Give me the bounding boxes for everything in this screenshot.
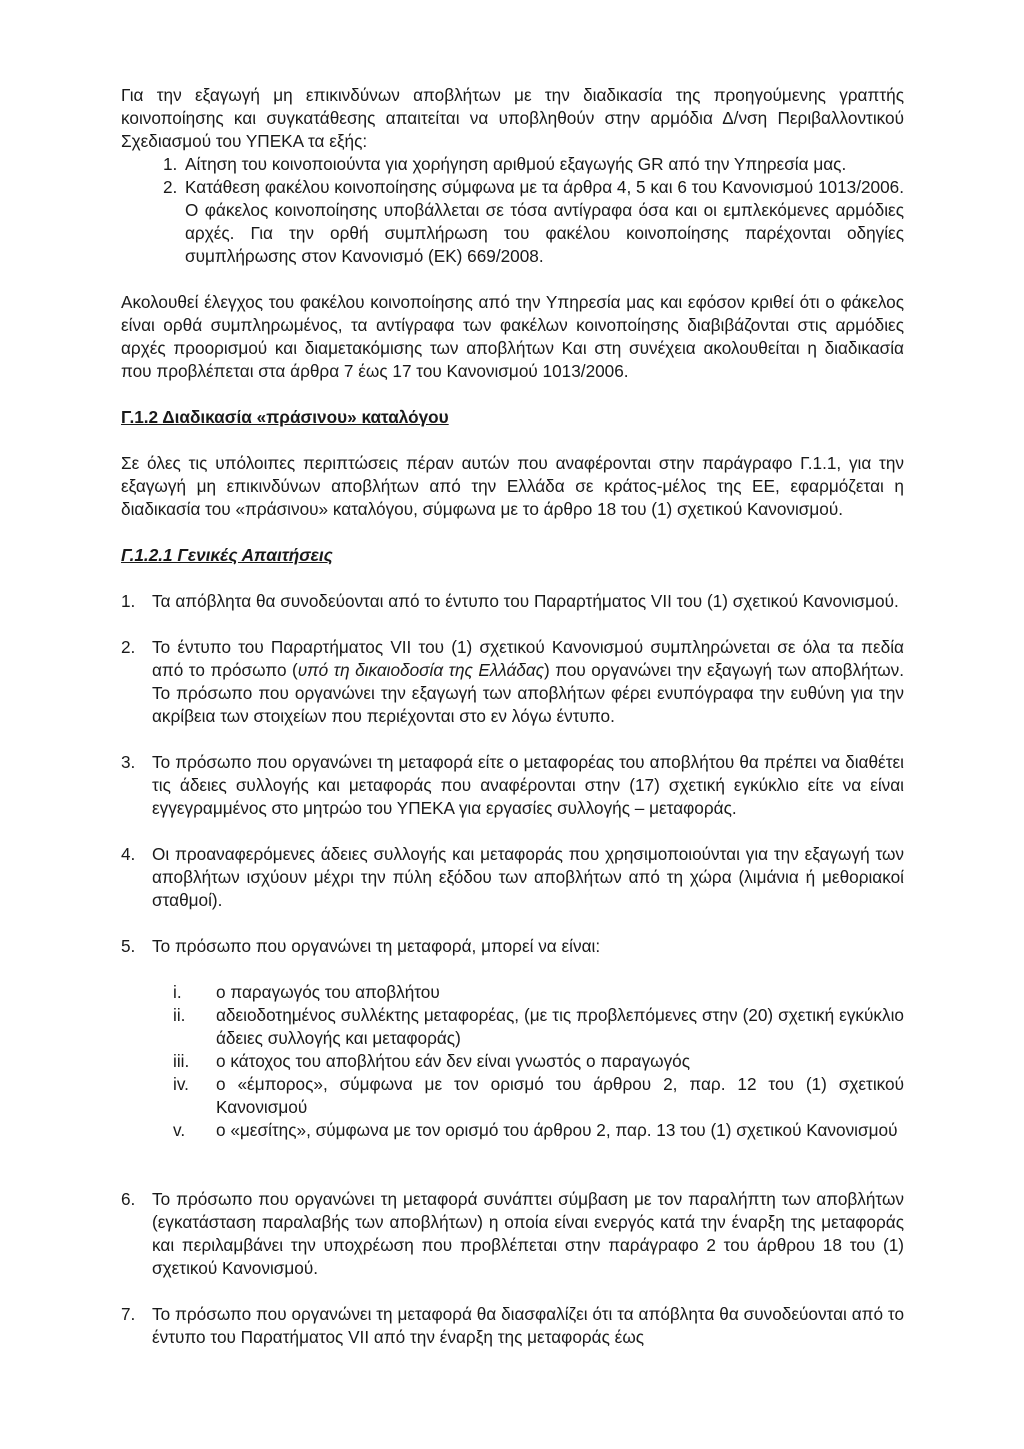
sub-list-item: v. ο «μεσίτης», σύμφωνα με τον ορισμό του άρθρου 2, παρ. 13 του (1) σχετικού Κανονισμού xyxy=(173,1120,898,1140)
requirements-list-continued xyxy=(121,1188,904,1349)
list-item: 2. Το έντυπο του Παραρτήματος VII του (1) σχετικού Κανονισμού συμπληρώνεται σε όλα τα πεδία από το πρόσωπο (υπό τη δικαιοδοσία της Ελλάδας) που οργανώνει την εξαγωγή των αποβλήτων. Το πρόσωπο που οργανώνει την εξαγωγή των αποβλήτων φέρει ενυπόγραφα την ευθύνη για την ακρίβεια των στοιχείων που περιέχονται στο εν λόγω έντυπο. xyxy=(121,637,904,726)
list-item: 5. Το πρόσωπο που οργανώνει τη μεταφορά, μπορεί να είναι: xyxy=(121,936,601,956)
list-item: 4. Οι προαναφερόμενες άδειες συλλογής και μεταφοράς που χρησιμοποιούνται για την εξαγωγή των αποβλήτων ισχύουν μέχρι την πύλη εξόδου των αποβλήτων από τη χώρα (λιμάνια ή μεθοριακοί σταθμοί). xyxy=(121,844,904,910)
section-heading-g12: Γ.1.2 Διαδικασία «πράσινου» καταλόγου xyxy=(121,407,449,427)
intro-list xyxy=(121,153,904,268)
list-item: 1. Αίτηση του κοινοποιούντα για χορήγηση αριθμού εξαγωγής GR από την Υπηρεσία μας. xyxy=(163,154,847,174)
sub-list-item: iv. ο «έμπορος», σύμφωνα με τον ορισμό του άρθρου 2, παρ. 12 του (1) σχετικού Κανονισμού xyxy=(173,1074,904,1117)
requirements-list xyxy=(121,590,904,958)
list-item: 3. Το πρόσωπο που οργανώνει τη μεταφορά είτε ο μεταφορέας του αποβλήτου θα πρέπει να διαθέτει τις άδειες συλλογής και μεταφοράς που αναφέρονται στην (17) σχετική εγκύκλιο είτε να είναι εγγεγραμμένος στο μητρώο του ΥΠΕΚΑ για εργασίες συλλογής – μεταφοράς. xyxy=(121,752,904,818)
list-item: 2. Κατάθεση φακέλου κοινοποίησης σύμφωνα με τα άρθρα 4, 5 και 6 του Κανονισμού 1013/2006. Ο φάκελος κοινοποίησης υποβάλλεται σε τόσα αντίγραφα όσα και οι εμπλεκόμενες αρμόδιες αρχές. Για την ορθή συμπλήρωση του φακέλου κοινοποίησης παρέχονται οδηγίες συμπλήρωσης στον Κανονισμό (ΕΚ) 669/2008. xyxy=(163,177,904,266)
sub-list-item: ii. αδειοδοτημένος συλλέκτης μεταφορέας, (με τις προβλεπόμενες στην (20) σχετική εγκύκλιο άδειες συλλογής και μεταφοράς) xyxy=(173,1005,904,1048)
section-g12-paragraph: Σε όλες τις υπόλοιπες περιπτώσεις πέραν αυτών που αναφέρονται στην παράγραφο Γ.1.1, για την εξαγωγή μη επικινδύνων αποβλήτων από την Ελλάδα σε κράτος-μέλος της ΕΕ, εφαρμόζεται η διαδικασία του «πράσινου» καταλόγου, σύμφωνα με το άρθρο 18 του (1) σχετικού Κανονισμού. xyxy=(121,453,904,519)
intro-paragraph: Για την εξαγωγή μη επικινδύνων αποβλήτων με την διαδικασία της προηγούμενης γραπτής κοινοποίησης και συγκατάθεσης απαιτείται να υποβληθούν στην αρμόδια Δ/νση Περιβαλλοντικού Σχεδιασμού του ΥΠΕΚΑ τα εξής: xyxy=(121,85,904,151)
sub-list-item: iii. ο κάτοχος του αποβλήτου εάν δεν είναι γνωστός ο παραγωγός xyxy=(173,1051,691,1071)
sub-list-item: i. ο παραγωγός του αποβλήτου xyxy=(173,982,440,1002)
list-item: 1. Τα απόβλητα θα συνοδεύονται από το έντυπο του Παραρτήματος VII του (1) σχετικού Κανονισμού. xyxy=(121,591,899,611)
control-paragraph: Ακολουθεί έλεγχος του φακέλου κοινοποίησης από την Υπηρεσία μας και εφόσον κριθεί ότι ο φάκελος είναι ορθά συμπληρωμένος, τα αντίγραφα των φακέλων κοινοποίησης διαβιβάζονται στις αρμόδιες αρχές προορισμού και διαμετακόμισης των αποβλήτων Και στη συνέχεια ακολουθείται η διαδικασία που προβλέπεται στα άρθρα 7 έως 17 του Κανονισμού 1013/2006. xyxy=(121,292,904,381)
section-heading-g121: Γ.1.2.1 Γενικές Απαιτήσεις xyxy=(121,545,333,565)
emphasis-text: υπό τη δικαιοδοσία της Ελλάδας xyxy=(297,660,545,680)
list-item: 7. Το πρόσωπο που οργανώνει τη μεταφορά θα διασφαλίζει ότι τα απόβλητα θα συνοδεύονται από το έντυπο του Παρατήματος VII από την έναρξη της μεταφοράς έως xyxy=(121,1304,904,1347)
list-item: 6. Το πρόσωπο που οργανώνει τη μεταφορά συνάπτει σύμβαση με τον παραλήπτη των αποβλήτων (εγκατάσταση παραλαβής των αποβλήτων) η οποία είναι ενεργός κατά την έναρξη της μεταφοράς και περιλαμβάνει την υποχρέωση που προβλέπεται στην παράγραφο 2 του άρθρου 18 του (1) σχετικού Κανονισμού. xyxy=(121,1189,904,1278)
organizer-types-list xyxy=(121,981,904,1142)
